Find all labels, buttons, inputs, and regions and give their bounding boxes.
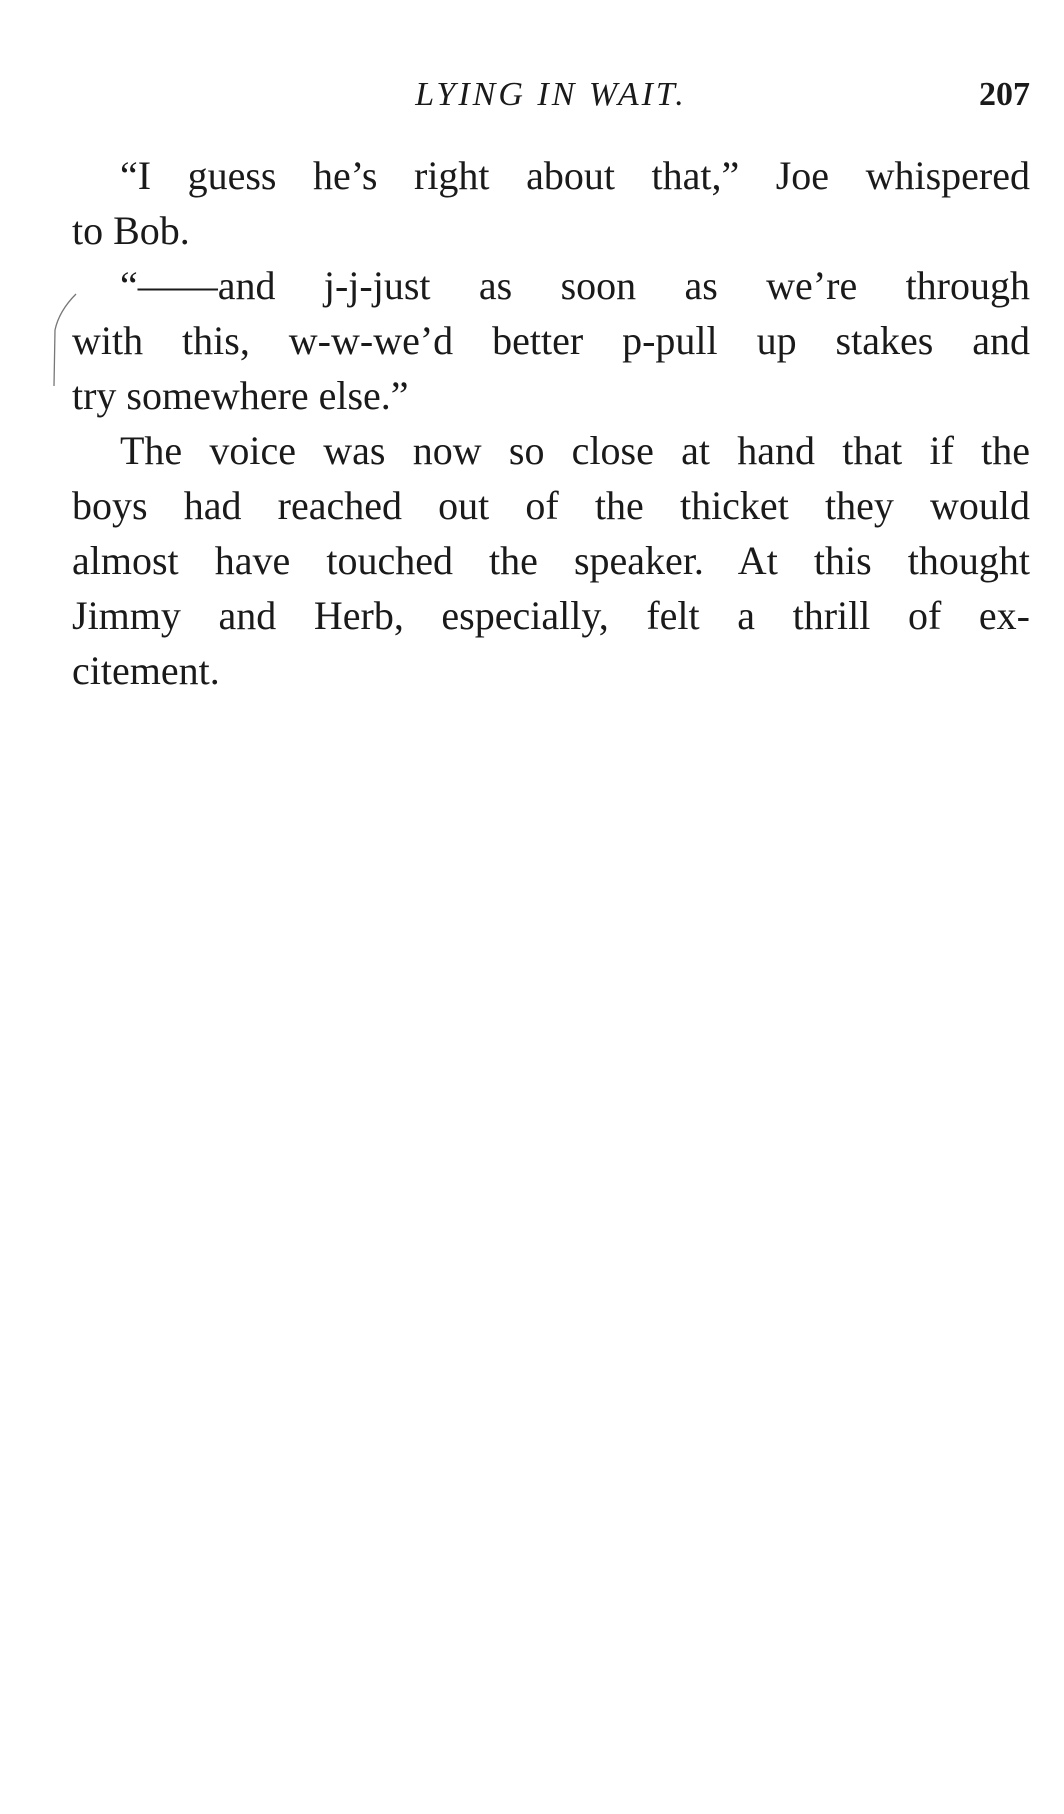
- body-text: [72, 148, 1030, 698]
- text-line: citement.: [72, 648, 220, 693]
- text-line: “I guess he’s right about that,” Joe whispered: [120, 153, 1030, 198]
- text-line: The voice was now so close at hand that if the: [120, 428, 1030, 473]
- text-line: boys had reached out of the thicket they would: [72, 483, 1030, 528]
- text-line: to Bob.: [72, 208, 190, 253]
- running-title: LYING IN WAIT.: [415, 76, 687, 113]
- paragraph-1: [72, 148, 1030, 258]
- text-line: Jimmy and Herb, especially, felt a thrill of ex-: [72, 593, 1030, 638]
- text-line: almost have touched the speaker. At this thought: [72, 538, 1030, 583]
- page-number: 207: [979, 76, 1030, 113]
- text-line: “——and j-j-just as soon as we’re through: [120, 263, 1030, 308]
- paragraph-3: [72, 423, 1030, 698]
- paragraph-2: [72, 258, 1030, 423]
- text-line: try somewhere else.”: [72, 373, 409, 418]
- text-line: with this, w-w-we’d better p-pull up stakes and: [72, 318, 1030, 363]
- running-head: [72, 70, 1030, 120]
